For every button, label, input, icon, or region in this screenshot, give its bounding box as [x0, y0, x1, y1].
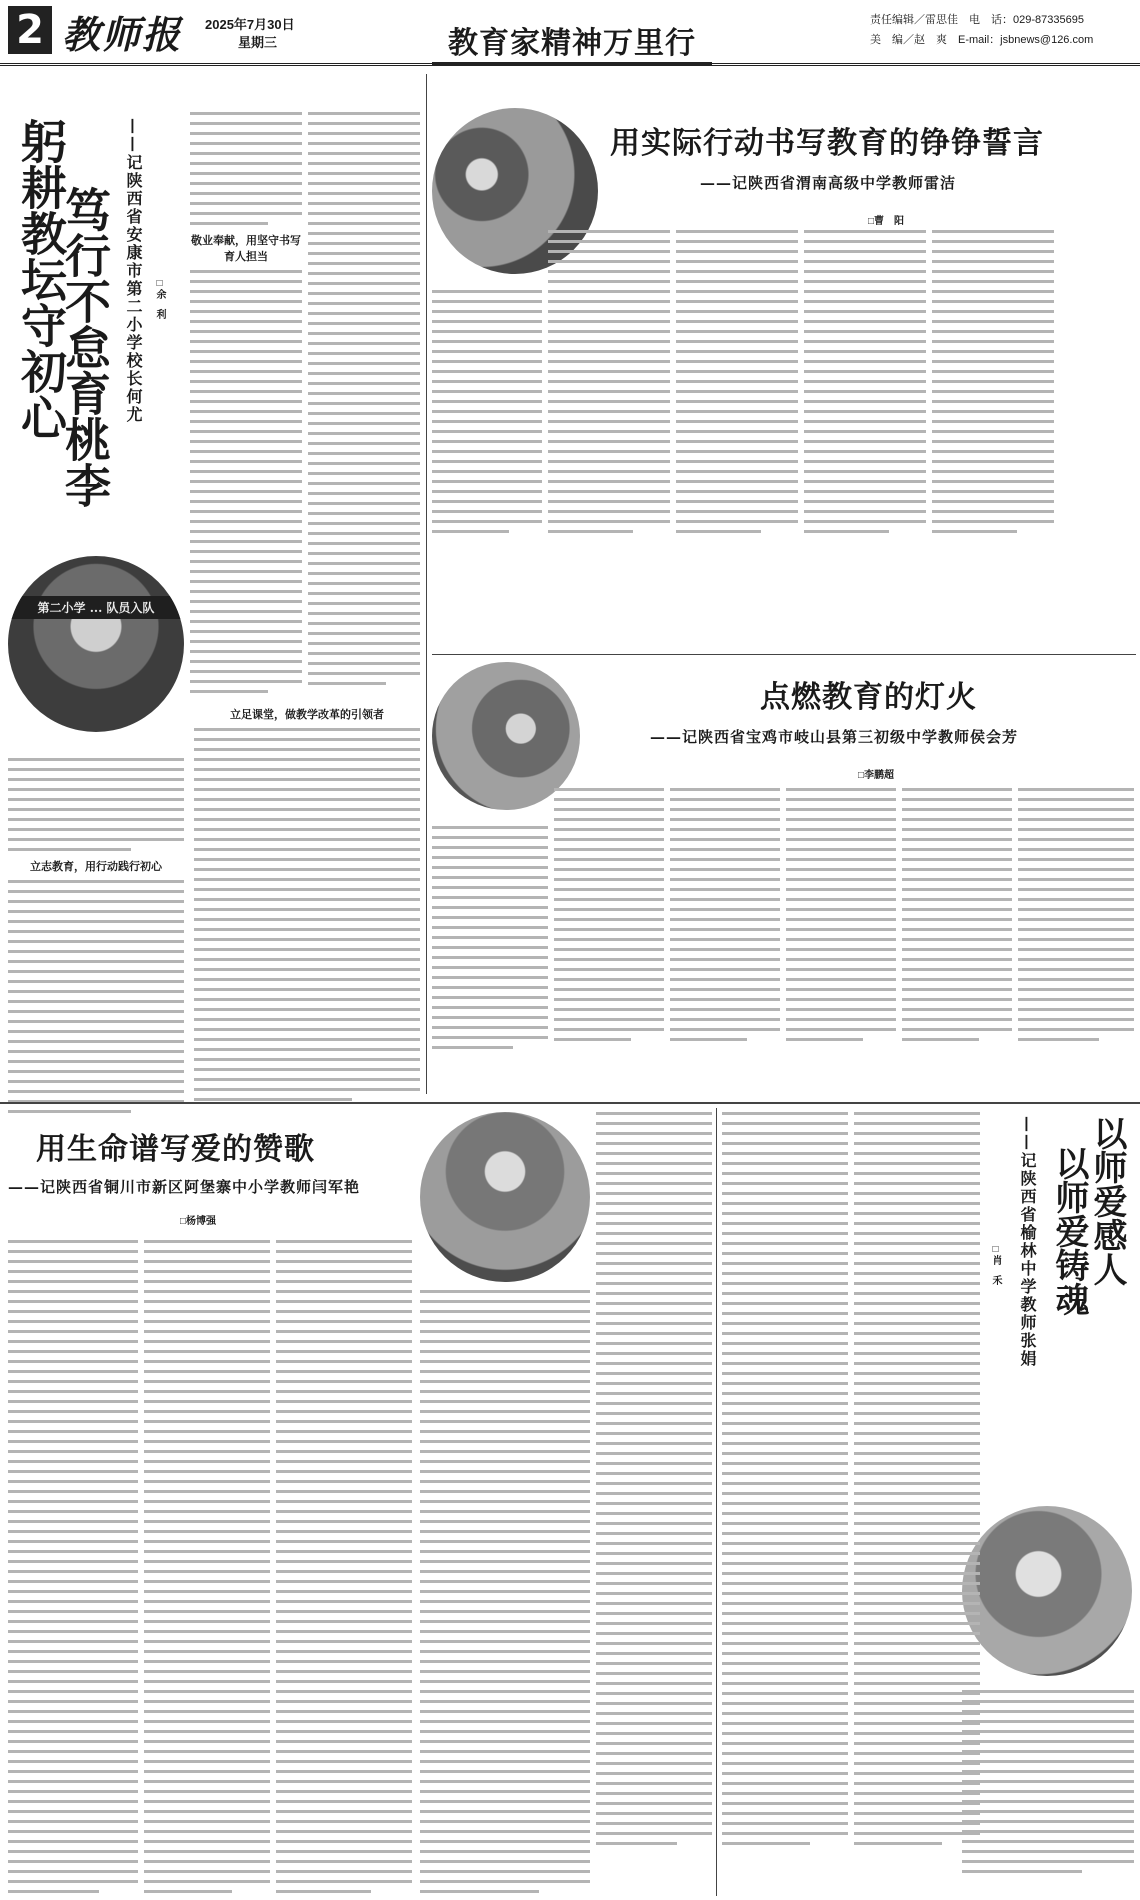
hou-fang-body-col3 [670, 788, 780, 1048]
yan-junyan-body-col2 [144, 1240, 270, 1900]
lei-jie-body-col1 [432, 290, 542, 540]
page-number: 2 [8, 6, 52, 54]
issue-date: 2025年7月30日 [205, 17, 295, 32]
zhang-juan-title-b: 以师爱铸魂 [1049, 1146, 1089, 1316]
column-rule [426, 74, 427, 1094]
he-you-title-a: 躬耕教坛守初心 [14, 118, 68, 440]
he-you-subtitle: ——记陕西省安康市第二小学校长何尤 [124, 118, 143, 424]
zhang-juan-byline: □肖 禾 [990, 1244, 1001, 1285]
designer-line: 美 编／赵 爽 E-mail：jsbnews@126.com [870, 34, 1094, 46]
hou-fang-byline: □李鹏超 [858, 770, 895, 781]
photo-banner-text: 第二小学 ... 队员入队 [8, 596, 184, 619]
lei-jie-body-col2 [548, 230, 670, 540]
section-heading: 立志教育，用行动践行初心 [30, 861, 162, 873]
zhang-juan-body-col1 [722, 1112, 848, 1852]
hou-fang-title: 点燃教育的灯火 [760, 680, 977, 715]
masthead [0, 0, 1140, 66]
lei-jie-byline: □曹 阳 [868, 216, 905, 227]
column-rule [716, 1108, 717, 1896]
yan-junyan-body-col5 [596, 1112, 712, 1852]
editor-line: 责任编辑／雷思佳 电 话：029-87335695 [870, 14, 1084, 26]
lei-jie-body-col4 [804, 230, 926, 540]
paper-name: 教师报 [62, 12, 183, 57]
lei-jie-subtitle: ——记陕西省渭南高级中学教师雷洁 [700, 174, 957, 192]
yan-junyan-photo [420, 1112, 590, 1282]
hou-fang-body-col1 [432, 826, 548, 1056]
section-heading: 敬业奉献，用坚守书写育人担当 [191, 235, 301, 263]
lei-jie-body-col3 [676, 230, 798, 540]
section-heading: 立足课堂，做教学改革的引领者 [230, 709, 384, 721]
hou-fang-subtitle: ——记陕西省宝鸡市岐山县第三初级中学教师侯会芳 [650, 728, 1019, 746]
he-you-body-col2 [190, 112, 302, 700]
yan-junyan-body-col4 [420, 1290, 590, 1900]
he-you-photo [8, 556, 184, 732]
zhang-juan-title-a: 以师爱感人 [1087, 1116, 1127, 1286]
hou-fang-body-col6 [1018, 788, 1134, 1048]
yan-junyan-subtitle: ——记陕西省铜川市新区阿堡寨中小学教师闫军艳 [8, 1178, 361, 1196]
editor-info [870, 10, 1093, 50]
zhang-juan-subtitle: ——记陕西省榆林中学教师张娟 [1018, 1116, 1037, 1368]
yan-junyan-body-col1 [8, 1240, 138, 1900]
he-you-body-col4 [308, 112, 420, 692]
article-divider [0, 1102, 1140, 1104]
hou-fang-body-col4 [786, 788, 896, 1048]
yan-junyan-body-col3 [276, 1240, 412, 1900]
yan-junyan-byline: □杨博强 [180, 1216, 217, 1227]
hou-fang-body-col2 [554, 788, 664, 1048]
he-you-byline: □余 利 [154, 278, 165, 319]
yan-junyan-title: 用生命谱写爱的赞歌 [36, 1132, 315, 1167]
he-you-title-b: 笃行不怠育桃李 [58, 186, 112, 508]
lei-jie-body-col5 [932, 230, 1054, 540]
hou-fang-body-col5 [902, 788, 1012, 1048]
zhang-juan-body-col3 [962, 1690, 1134, 1880]
he-you-body-col1 [8, 758, 184, 1120]
article-divider [432, 654, 1136, 655]
lei-jie-title: 用实际行动书写教育的铮铮誓言 [610, 126, 1044, 161]
issue-weekday: 星期三 [238, 35, 278, 50]
zhang-juan-photo [962, 1506, 1132, 1676]
section-title: 教育家精神万里行 [432, 18, 712, 65]
he-you-body-col3 [194, 700, 420, 1108]
